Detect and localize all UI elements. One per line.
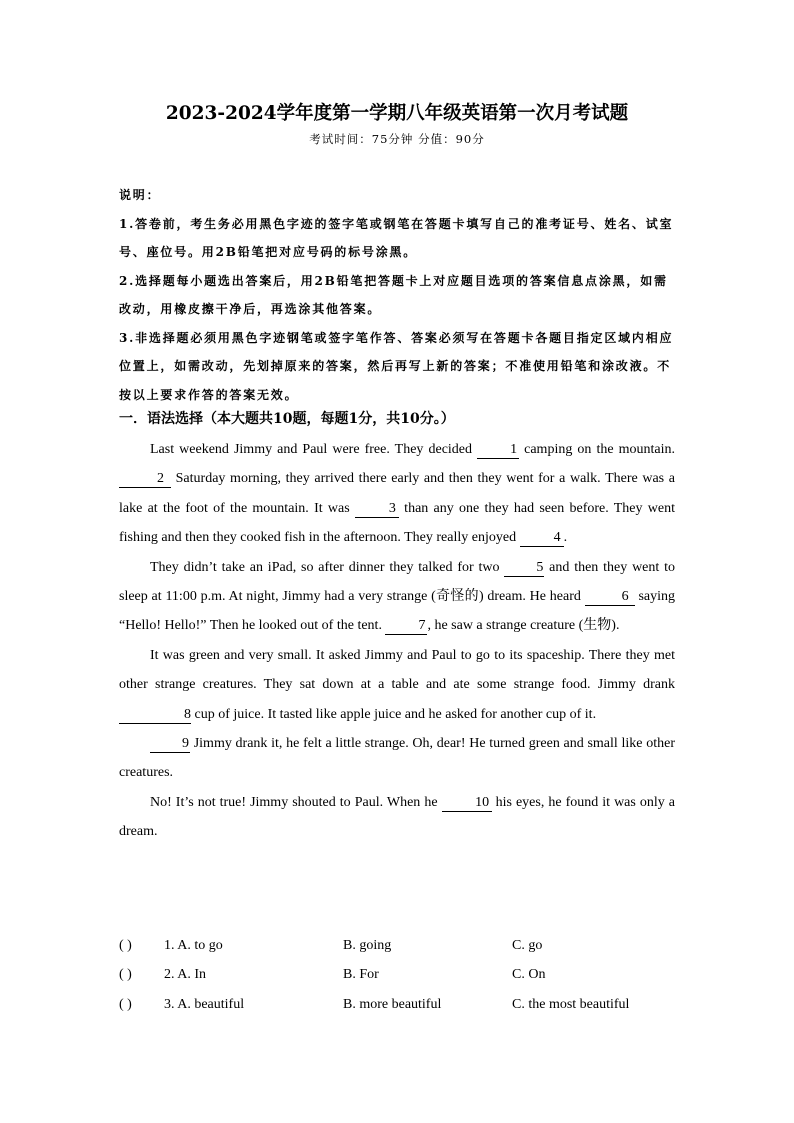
option-c: C. go: [512, 938, 543, 953]
passage-text: It was green and very small. It asked Jimmy and Paul to go to its spaceship. There they met other strange creatures. They sat down at a table and ate some strange food. Jimmy drank: [119, 647, 675, 693]
passage-text: than any one they had seen before. They went fishing and then they cooked fish in the afternoon. They really enjoyed: [119, 500, 675, 546]
passage-paragraph: [119, 788, 675, 847]
passage-text: Saturday morning, they arrived there early and then they went for a walk. There was a lake at the foot of the mountain. It was: [119, 471, 675, 516]
blank-2: 2: [119, 470, 171, 488]
answer-paren: ( ): [119, 967, 132, 983]
answer-paren: ( ): [119, 996, 132, 1012]
instruction-item-2: 2.选择题每小题选出答案后，用2B铅笔把答题卡上对应题目选项的答案信息点涂黑，如需改动，用橡皮擦干净后，再选涂其他答案。: [119, 273, 668, 316]
passage-text: No! It’s not true! Jimmy shouted to Paul. When he: [150, 794, 442, 810]
option-a: 2. A. In: [164, 967, 206, 983]
option-c: C. On: [512, 967, 546, 983]
passage-text: saying “Hello! Hello!” Then he looked out of the tent.: [119, 589, 675, 634]
question-row: [119, 934, 679, 963]
blank-10: 10: [442, 794, 492, 812]
option-b: B. going: [343, 938, 392, 953]
option-a: 1. A. to go: [164, 938, 223, 953]
blank-6: 6: [585, 588, 635, 606]
option-b: B. For: [343, 967, 379, 983]
passage-text: his eyes, he found it was only a dream.: [119, 794, 675, 840]
passage-paragraph: [119, 729, 675, 788]
passage-text: They didn’t take an iPad, so after dinner they talked for two: [150, 559, 505, 575]
blank-7: 7: [385, 617, 427, 635]
reading-passage: [119, 435, 675, 847]
blank-8: 8: [119, 706, 191, 724]
option-c: C. the most beautiful: [512, 996, 630, 1012]
blank-4: 4: [520, 529, 564, 547]
blank-3: 3: [355, 500, 399, 518]
instruction-item-1: 1.答卷前，考生务必用黑色字迹的签字笔或钢笔在答题卡填写自己的准考证号、姓名、试室号、座位号。用2B铅笔把对应号码的标号涂黑。: [119, 216, 674, 259]
question-row: [119, 963, 679, 992]
option-b: B. more beautiful: [343, 996, 442, 1012]
option-a: 3. A. beautiful: [164, 996, 245, 1012]
passage-paragraph: [119, 435, 675, 553]
answer-paren: ( ): [119, 938, 132, 953]
question-choices: [119, 934, 679, 1022]
passage-text: Jimmy drank it, he felt a little strange. Oh, dear! He turned green and small like other creatures.: [119, 736, 675, 781]
passage-text: camping on the mountain.: [519, 442, 675, 457]
exam-subtitle: 考试时间：75分钟 分值：90分: [309, 132, 485, 146]
passage-paragraph: [119, 553, 675, 641]
passage-text: , he saw a strange creature (生物).: [427, 618, 620, 634]
blank-1: 1: [477, 441, 519, 459]
instructions: [119, 181, 675, 409]
blank-9: 9: [150, 735, 190, 753]
passage-text: cup of juice. It tasted like apple juice and he asked for another cup of it.: [191, 706, 597, 722]
blank-5: 5: [504, 559, 544, 577]
passage-paragraph: [119, 641, 675, 729]
passage-text: Last weekend Jimmy and Paul were free. They decided: [150, 442, 478, 457]
section-heading: 一．语法选择（本大题共10题，每题1分，共10分。）: [119, 411, 455, 427]
instruction-item-3: 3.非选择题必须用黑色字迹钢笔或签字笔作答、答案必须写在答题卡各题目指定区域内相应位置上，如需改动，先划掉原来的答案，然后再写上新的答案；不准使用铅笔和涂改液。不按以上要求作答的答案无效。: [119, 330, 674, 402]
question-row: [119, 993, 679, 1022]
instructions-heading: 说明：: [119, 188, 161, 202]
passage-text: and then they went to sleep at 11:00 p.m. At night, Jimmy had a very strange (奇怪的) dream. He heard: [119, 559, 675, 605]
exam-title: 2023-2024学年度第一学期八年级英语第一次月考试题: [165, 103, 629, 124]
passage-text: .: [563, 530, 568, 546]
